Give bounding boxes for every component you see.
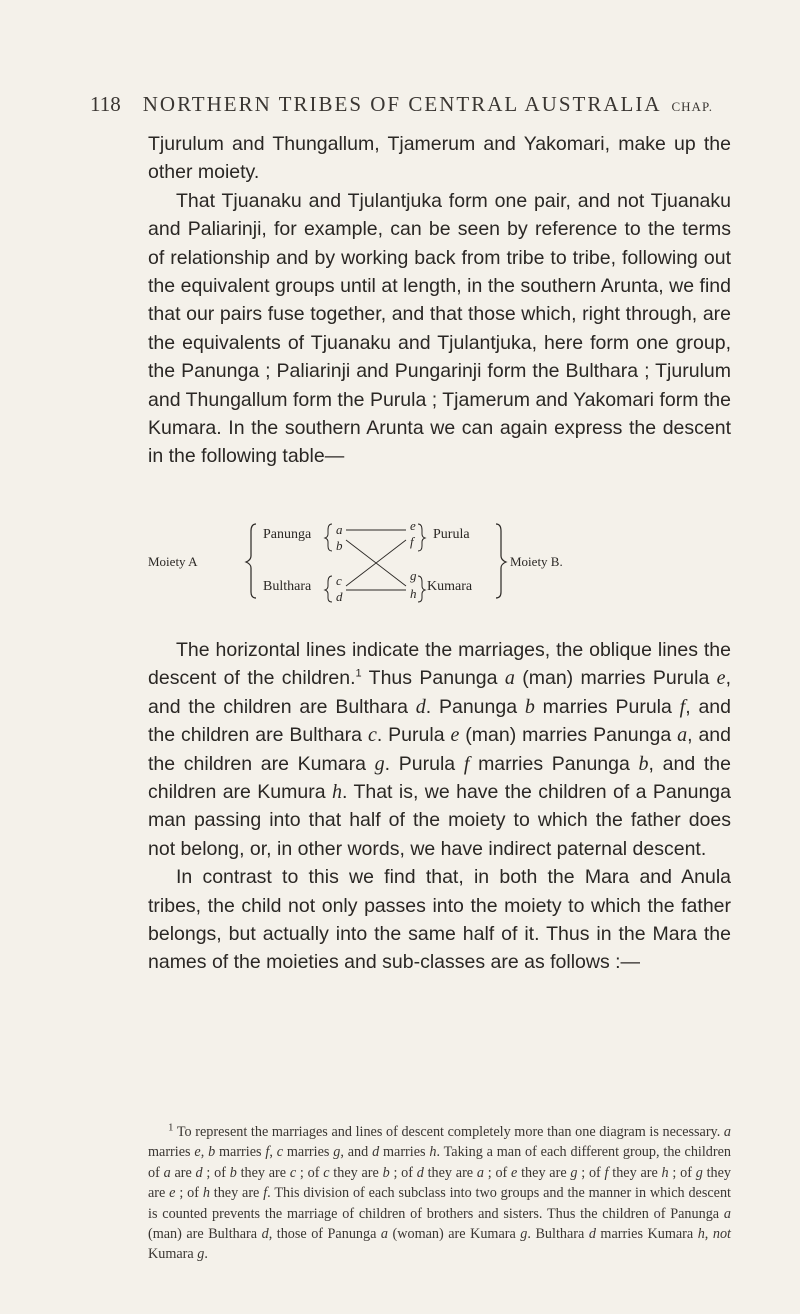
panunga-label: Panunga — [263, 527, 312, 542]
descent-diagram — [148, 506, 731, 606]
moiety-b-brace — [496, 524, 506, 598]
descent-diagram-svg — [148, 506, 731, 606]
paragraph-1: Tjurulum and Thungallum, Tjamerum and Yakomari, make up the other moiety. — [148, 133, 731, 184]
bulthara-brace — [325, 576, 332, 602]
running-header — [90, 92, 720, 117]
body-text-continued — [148, 636, 731, 977]
bulthara-label: Bulthara — [263, 579, 312, 594]
footnote-number: 1 — [168, 1121, 174, 1134]
kumara-brace — [418, 576, 425, 602]
body-text — [148, 130, 731, 471]
paragraph-2: That Tjuanaku and Tjulantjuka form one pair, and not Tjuanaku and Paliarinji, for example, can be seen by reference to the terms of relationship and by working back from tribe to tribe, following out the equivalent groups until at length, in the southern Arunta, we find that our pairs fuse together, and that those which, right through, are the equivalents of Tjuanaku and Tjulantjuka, here form one group, the Panunga ; Paliarinji and Pungarinji form the Bulthara ; Tjurulum and Thungallum form the Purula ; Tjamerum and Yakomari form the Kumara. In the southern Arunta we can again express the descent in the following table— — [148, 189, 731, 468]
letter-e: e — [410, 518, 416, 533]
chapter-label: CHAP. — [671, 99, 713, 114]
letter-a: a — [336, 522, 343, 537]
running-title: NORTHERN TRIBES OF CENTRAL AUSTRALIA — [142, 92, 662, 116]
letter-c: c — [336, 573, 342, 588]
kumara-label: Kumara — [427, 579, 473, 594]
letter-b: b — [336, 538, 343, 553]
paragraph-4: In contrast to this we find that, in both the Mara and Anula tribes, the child not only passes into the moiety to which the father belongs, but actually into the same half of it. Thus in the Mara the names of the moieties and sub-classes are as follows :— — [148, 866, 731, 974]
footnote: $^1$ To represent the marriages and lines of descent completely more than one diagram is necessary. a marries e, b marries f, c marries g, and d marries h. Taking a man of each different group, the children of a are d ; of b they are c ; of c they are b ; of d they are a ; of e they are g ; of f they are h ; of g they are e ; of h they are f. This division of each subclass into two groups and the manner in which descent is counted prevents the marriage of children of brothers and sisters. Thus the children of Panunga a (man) are Bulthara d, those of Panunga a (woman) are Kumara g. Bulthara d marries Kumara h, not Kumara g. — [148, 1121, 732, 1263]
page-number: 118 — [90, 92, 121, 116]
letter-h: h — [410, 586, 417, 601]
purula-brace — [418, 524, 425, 551]
paragraph-3: The horizontal lines indicate the marriages, the oblique lines the descent of the children.$^1$ Thus Panunga a (man) marries Purula e, and the children are Bulthara d. Panunga b marries Purula f, and the children are Bulthara c. Purula e (man) marries Panunga a, and the children are Kumara g. Purula f marries Panunga b, and the children are Kumura h. That is, we have the children of a Panunga man passing into that half of the moiety to which the father does not belong, or, in other words, we have indirect paternal descent. — [148, 639, 731, 860]
panunga-brace — [325, 524, 332, 551]
footnote-ref: 1 — [355, 667, 362, 680]
moiety-b-label: Moiety B. — [510, 554, 563, 569]
letter-f: f — [410, 534, 414, 549]
moiety-a-brace — [246, 524, 256, 598]
purula-label: Purula — [433, 527, 470, 542]
letter-d: d — [336, 589, 343, 604]
moiety-a-label: Moiety A — [148, 554, 198, 569]
letter-g: g — [410, 568, 417, 583]
